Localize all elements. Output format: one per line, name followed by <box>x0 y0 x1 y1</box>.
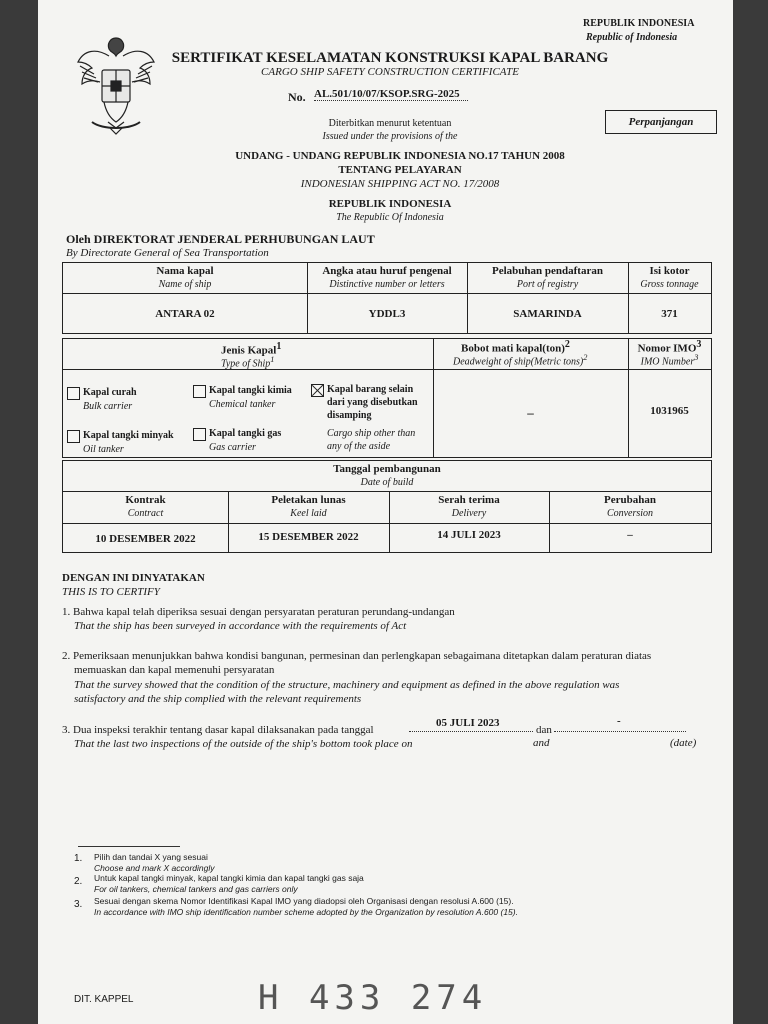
imo-header: Nomor IMO$^3$ <box>637 339 702 355</box>
bulk-carrier-label-en: Bulk carrier <box>83 401 133 412</box>
gas-carrier-label: Kapal tangki gas <box>209 428 282 439</box>
republic-label-en: Republic of Indonesia <box>586 32 678 43</box>
header-port-en: Port of registry <box>516 279 579 290</box>
certificate-title-en: CARGO SHIP SAFETY CONSTRUCTION CERTIFICATE <box>261 66 519 78</box>
certify-item-2a: 2. Pemeriksaan menunjukkan bahwa kondisi bangunan, permesinan dan perlengkapan sebagaimana ditetapkan dalam peraturan diatas <box>62 650 652 662</box>
gas-carrier-checkbox[interactable] <box>193 428 206 441</box>
issuer-code: DIT. KAPPEL <box>74 994 134 1005</box>
gas-carrier-label-en: Gas carrier <box>209 442 256 453</box>
certify-item-3-and: dan <box>536 724 552 736</box>
footnote-2: Untuk kapal tangki minyak, kapal tangki kimia dan kapal tangki gas saja <box>94 873 364 883</box>
serial-number: H 433 274 <box>258 978 488 1018</box>
footnote-3-num: 3. <box>74 899 83 910</box>
type-header: Jenis Kapal$^1$ <box>221 341 282 357</box>
certify-heading-en: THIS IS TO CERTIFY <box>62 586 160 598</box>
imo-header-en: IMO Number$^3$ <box>640 353 699 368</box>
header-call-sign: Angka atau huruf pengenal <box>322 265 452 277</box>
oil-tanker-checkbox[interactable] <box>67 430 80 443</box>
delivery-value: 14 JULI 2023 <box>437 529 501 541</box>
certify-item-3-en-and: and <box>533 737 550 749</box>
imo-number-value: 1031965 <box>650 405 689 417</box>
country-label: REPUBLIK INDONESIA <box>328 198 452 210</box>
contract-header: Kontrak <box>125 494 166 506</box>
gross-tonnage-value: 371 <box>661 308 678 320</box>
authority: Oleh DIREKTORAT JENDERAL PERHUBUNGAN LAUT <box>66 232 375 246</box>
bulk-carrier-checkbox[interactable] <box>67 387 80 400</box>
law-title: UNDANG - UNDANG REPUBLIK INDONESIA NO.17 TAHUN 2008 <box>235 150 565 162</box>
header-call-sign-en: Distinctive number or letters <box>329 279 445 290</box>
footnote-2-en: For oil tankers, chemical tankers and gas carriers only <box>94 884 298 894</box>
contract-value: 10 DESEMBER 2022 <box>95 533 196 545</box>
bulk-carrier-label: Kapal curah <box>83 387 137 398</box>
port-value: SAMARINDA <box>513 308 582 320</box>
other-cargo-checkbox[interactable] <box>311 384 324 397</box>
header-ship-name: Nama kapal <box>156 265 214 277</box>
keel-header-en: Keel laid <box>290 508 327 519</box>
other-cargo-label-en-2: any of the aside <box>327 441 391 452</box>
conversion-header: Perubahan <box>604 494 656 506</box>
chemical-tanker-label-en: Chemical tanker <box>209 399 276 410</box>
authority-en: By Directorate General of Sea Transportation <box>66 247 269 259</box>
footnote-1: Pilih dan tandai X yang sesuai <box>94 852 208 862</box>
country-label-en: The Republic Of Indonesia <box>336 212 444 223</box>
other-cargo-label-2: dari yang disebutkan <box>327 397 418 408</box>
certify-heading: DENGAN INI DINYATAKAN <box>62 572 205 584</box>
garuda-emblem-icon <box>74 30 158 138</box>
number-label: No. <box>288 90 306 104</box>
keel-value: 15 DESEMBER 2022 <box>258 531 359 543</box>
build-header-en: Date of build <box>360 477 414 488</box>
certify-item-1: 1. Bahwa kapal telah diperiksa sesuai dengan persyaratan peraturan perundang-undangan <box>62 606 455 618</box>
oil-tanker-label: Kapal tangki minyak <box>83 430 174 441</box>
issued-under: Diterbitkan menurut ketentuan <box>328 118 452 129</box>
footnote-1-en: Choose and mark X accordingly <box>94 863 215 873</box>
certificate-title: SERTIFIKAT KESELAMATAN KONSTRUKSI KAPAL BARANG <box>171 50 609 66</box>
ship-name-value: ANTARA 02 <box>155 308 215 320</box>
header-gross-tonnage-en: Gross tonnage <box>640 279 699 290</box>
contract-header-en: Contract <box>127 508 164 519</box>
build-date-table <box>62 460 712 553</box>
inspection-date-2: - <box>617 715 621 727</box>
ship-details-table <box>62 262 712 334</box>
certify-item-3-en: That the last two inspections of the outside of the ship's bottom took place on <box>74 738 413 750</box>
call-sign-value: YDDL3 <box>368 308 406 320</box>
other-cargo-label-3: disamping <box>327 410 372 421</box>
deadweight-value: – <box>527 405 534 420</box>
ship-type-table <box>62 338 712 458</box>
footnote-divider <box>78 846 180 847</box>
footnote-2-num: 2. <box>74 876 83 887</box>
conversion-header-en: Conversion <box>606 508 654 519</box>
republic-label: REPUBLIK INDONESIA <box>583 18 695 29</box>
header-ship-name-en: Name of ship <box>158 279 212 290</box>
inspection-date-1: 05 JULI 2023 <box>436 717 500 729</box>
other-cargo-label-1: Kapal barang selain <box>327 384 414 395</box>
certify-item-3-en-date: (date) <box>670 737 697 749</box>
oil-tanker-label-en: Oil tanker <box>83 444 124 455</box>
certify-item-2-en-b: satisfactory and the ship complied with the relevant requirements <box>74 693 362 705</box>
conversion-value: – <box>627 529 633 541</box>
certify-item-3: 3. Dua inspeksi terakhir tentang dasar kapal dilaksanakan pada tanggal <box>62 724 374 736</box>
delivery-header-en: Delivery <box>451 508 487 519</box>
chemical-tanker-label: Kapal tangki kimia <box>209 385 292 396</box>
inspection-date-1-line <box>409 731 533 732</box>
build-header: Tanggal pembangunan <box>333 463 441 475</box>
status-box <box>605 110 717 134</box>
certify-item-2b: memuaskan dan kapal memenuhi persyaratan <box>74 664 275 676</box>
issued-under-en: Issued under the provisions of the <box>322 131 458 142</box>
law-topic: TENTANG PELAYARAN <box>338 164 462 176</box>
inspection-date-2-line <box>554 731 686 732</box>
status-label: Perpanjangan <box>628 116 694 128</box>
header-port: Pelabuhan pendaftaran <box>492 265 603 277</box>
certify-item-1-en: That the ship has been surveyed in accordance with the requirements of Act <box>74 620 407 632</box>
footnote-1-num: 1. <box>74 853 83 864</box>
footnote-3: Sesuai dengan skema Nomor Identifikasi Kapal IMO yang diadopsi oleh Organisasi dengan resolusi A.600 (15). <box>94 896 514 906</box>
header-gross-tonnage: Isi kotor <box>649 265 690 277</box>
dwt-header-en: Deadweight of ship(Metric tons)$^2$ <box>453 353 588 368</box>
chemical-tanker-checkbox[interactable] <box>193 385 206 398</box>
footnote-3-en: In accordance with IMO ship identification number scheme adopted by the Organization by resolution A.600 (15). <box>94 907 518 917</box>
law-title-en: INDONESIAN SHIPPING ACT NO. 17/2008 <box>300 178 500 190</box>
certificate-number: AL.501/10/07/KSOP.SRG-2025 <box>314 88 468 101</box>
keel-header: Peletakan lunas <box>271 494 346 506</box>
delivery-header: Serah terima <box>438 494 500 506</box>
type-header-en: Type of Ship$^1$ <box>221 355 275 370</box>
other-cargo-label-en-1: Cargo ship other than <box>327 428 416 439</box>
certify-item-2-en-a: That the survey showed that the condition of the structure, machinery and equipment as defined in the above regulation was <box>74 679 620 691</box>
dwt-header: Bobot mati kapal(ton)$^2$ <box>461 339 570 355</box>
